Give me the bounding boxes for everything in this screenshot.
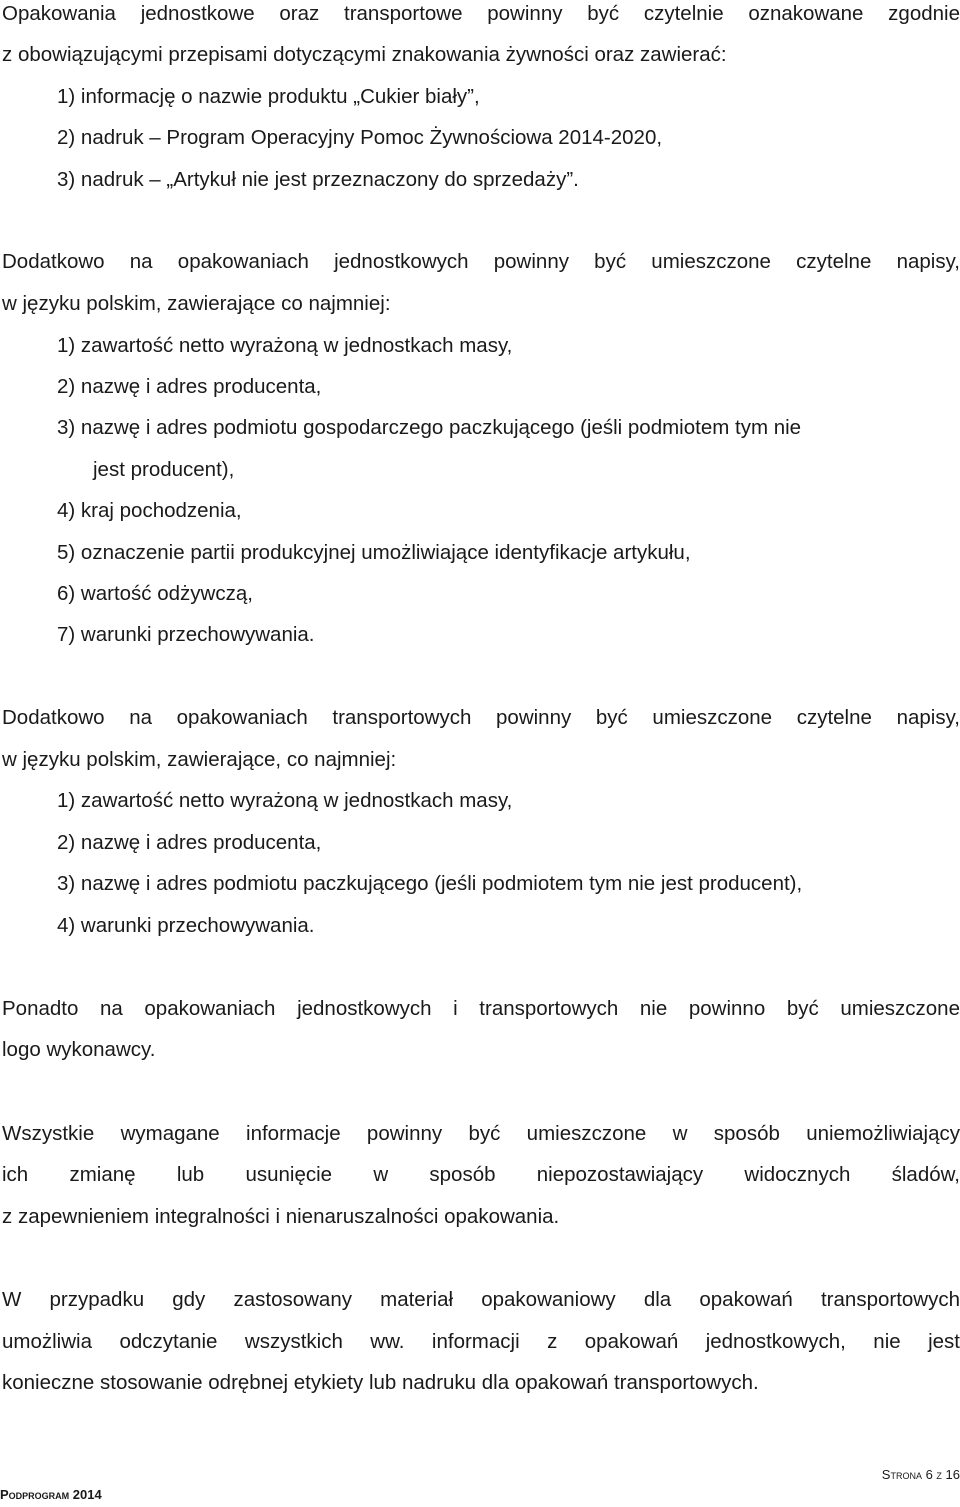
list-item: 3) nadruk – „Artykuł nie jest przeznaczony do sprzedaży”. [57, 168, 579, 191]
list-item: 4) warunki przechowywania. [57, 914, 315, 937]
paragraph-line: Dodatkowo na opakowaniach jednostkowych powinny być umieszczone czytelne napisy, [2, 250, 960, 273]
paragraph-line: Dodatkowo na opakowaniach transportowych powinny być umieszczone czytelne napisy, [2, 706, 960, 729]
paragraph-line: z zapewnieniem integralności i nienaruszalności opakowania. [2, 1205, 560, 1228]
list-item: 1) zawartość netto wyrażoną w jednostkach masy, [57, 334, 513, 357]
page-number: Strona 6 z 16 [881, 1467, 960, 1482]
list-item: 2) nazwę i adres producenta, [57, 831, 322, 854]
list-item: 6) wartość odżywczą, [57, 582, 253, 605]
paragraph-line: logo wykonawcy. [2, 1038, 156, 1061]
paragraph-line: z obowiązującymi przepisami dotyczącymi znakowania żywności oraz zawierać: [2, 43, 727, 66]
list-item: 1) informację o nazwie produktu „Cukier biały”, [57, 85, 480, 108]
paragraph-line: umożliwia odczytanie wszystkich ww. informacji z opakowań jednostkowych, nie jest [2, 1330, 960, 1353]
paragraph-line: w języku polskim, zawierające co najmniej: [2, 292, 391, 315]
list-item: 1) zawartość netto wyrażoną w jednostkach masy, [57, 789, 513, 812]
list-item: 3) nazwę i adres podmiotu paczkującego (jeśli podmiotem tym nie jest producent), [57, 872, 803, 895]
paragraph-line: Wszystkie wymagane informacje powinny być umieszczone w sposób uniemożliwiający [2, 1122, 960, 1145]
list-item: 2) nadruk – Program Operacyjny Pomoc Żywnościowa 2014-2020, [57, 126, 663, 149]
paragraph-line: W przypadku gdy zastosowany materiał opakowaniowy dla opakowań transportowych [2, 1288, 960, 1311]
list-item-continuation: jest producent), [93, 458, 235, 481]
list-item: 7) warunki przechowywania. [57, 623, 315, 646]
paragraph-line: konieczne stosowanie odrębnej etykiety lub nadruku dla opakowań transportowych. [2, 1371, 759, 1394]
list-item: 5) oznaczenie partii produkcyjnej umożliwiające identyfikacje artykułu, [57, 541, 691, 564]
paragraph-line: Opakowania jednostkowe oraz transportowe powinny być czytelnie oznakowane zgodnie [2, 2, 960, 25]
list-item: 2) nazwę i adres producenta, [57, 375, 322, 398]
paragraph-line: w języku polskim, zawierające, co najmniej: [2, 748, 397, 771]
list-item: 3) nazwę i adres podmiotu gospodarczego paczkującego (jeśli podmiotem tym nie [57, 416, 802, 439]
footer-program-label: Podprogram 2014 [0, 1487, 102, 1502]
list-item: 4) kraj pochodzenia, [57, 499, 242, 522]
paragraph-line: Ponadto na opakowaniach jednostkowych i transportowych nie powinno być umieszczone [2, 997, 960, 1020]
paragraph-line: ich zmianę lub usunięcie w sposób niepozostawiający widocznych śladów, [2, 1163, 960, 1186]
